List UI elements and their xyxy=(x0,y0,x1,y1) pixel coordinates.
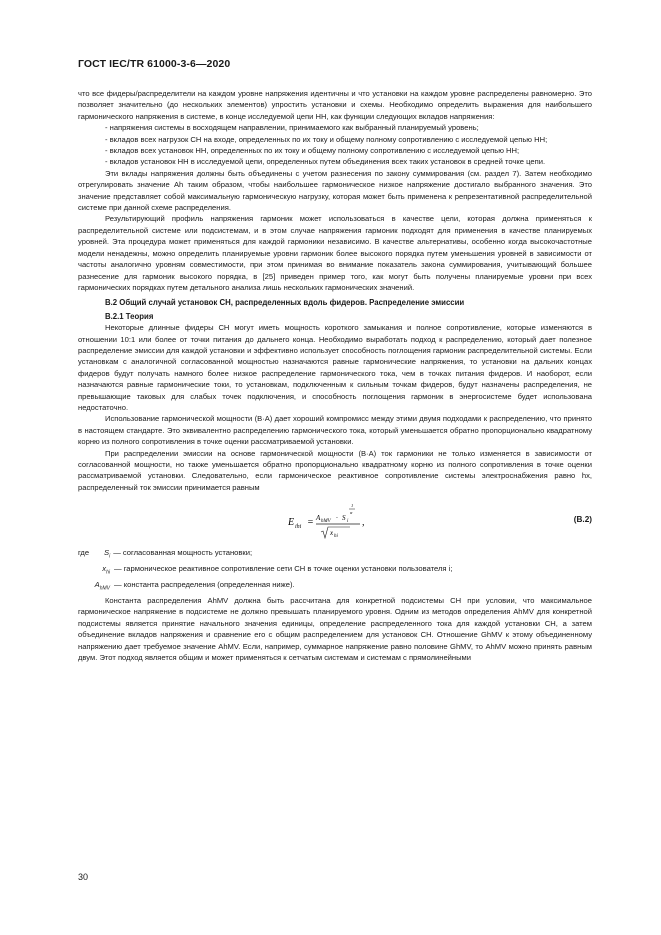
eq-exp-den: α xyxy=(350,510,353,516)
eq-lhs-sub: ihi xyxy=(295,524,302,531)
paragraph: Некоторые длинные фидеры СН могут иметь мощность короткого замыкания и полное сопротивление, которые изменяются в отношении 10:1 или более от точки питания до дальнего конца. Необходимо выработать подход к распределению, который дает полезное распределение эмиссии для каждой установки и эффективно использует способность поглощения гармоник распределительной системы. Если установкам с аналогичной согласованной мощностью назначаются равные гармонические напряжения, то установки на дальних концах фидеров будут получать намного более низкое распределение гармонического тока, чем в точках питания фидеров. И наоборот, если назначаются равные гармонические токи, то установкам, подключенным к сильным точкам фидеров, будут назначены распределения, не превышающие таковых для слабых точек подключения, и способность поглощения гармоник в энергосистеме будет использована недостаточно. xyxy=(78,323,592,412)
legend-row xyxy=(78,563,592,579)
eq-x-sub: hi xyxy=(334,534,338,540)
paragraph: Эти вклады напряжения должны быть объединены с учетом разнесения по закону суммирования (см. раздел 7). Затем необходимо отрегулировать значение Ah таким образом, чтобы наибольшее гармоническое низкое напряжение достигало выбранного значения. Это значение представляет собой максимальную гармоническую нагрузку, которая может быть применена к репрезентативной распределительной системе при данной схеме распределения. xyxy=(78,168,592,213)
eq-exp-num: 1 xyxy=(351,503,354,509)
paragraph: Результирующий профиль напряжения гармоник может использоваться в качестве цели, которая должна применяться к распределительной системе или подсистемам, и в этом случае напряжения гармоник подходят для применения в качестве планируемых уровней. Эта процедура может применяться для каждой гармоники независимо. В качестве альтернативы, особенно когда высокочастотные модели ненадежны, можно определить планируемые уровни гармоник более высокого порядка путем уменьшения уровней в зависимости от частоты аналогично уровням совместимости, при этом принимая во внимание показатель закона суммирования, учитывающий большее разнесение для гармоник высокого порядка, в [25] приведен пример того, как могут быть получены планируемые уровни при всех гармонических порядках путем детального анализа лишь нескольких гармонических значений. xyxy=(78,214,592,292)
paragraph: Использование гармонической мощности (В·А) дает хороший компромисс между этими двумя подходами к распределению, что принято в настоящем стандарте. Это эквивалентно распределению гармонического тока, который уменьшается обратно пропорционально квадратному корню из полного сопротивления в точке оценки рассматриваемой установки. xyxy=(78,414,592,447)
section-heading: В.2 Общий случай установок СН, распределенных вдоль фидеров. Распределение эмиссии xyxy=(105,298,465,308)
list-item: - вкладов всех установок НН, определенных по их току и общему полному сопротивлению с исследуемой цепью НН; xyxy=(105,146,520,156)
paragraph: что все фидеры/распределители на каждом уровне напряжения идентичны и что установки на каждом уровне распределены равномерно. Это позволяет значительно (до нескольких элементов) упростить установки и схемы. Необходимо определить выражения для наибольшего гармонического напряжения в системе, в конце исследуемой цепи НН, как функции следующих вкладов напряжения: xyxy=(78,89,592,121)
legend-text: — согласованная мощность установки; xyxy=(113,548,253,558)
paragraph: При распределении эмиссии на основе гармонической мощности (В·А) ток гармоники не только изменяется в зависимости от согласованной мощности, но также уменьшается обратно пропорционально квадратному корню из полного сопротивления в точке оценки рассматриваемой установки. Следовательно, если гармоническое реактивное сопротивление системы электроснабжения равно hx, распределенный ток эмиссии принимается равным xyxy=(78,448,592,492)
equation-formula xyxy=(288,499,428,545)
equation-number: (B.2) xyxy=(573,515,592,525)
legend-symbol: $A_{hMV}$ xyxy=(94,580,110,592)
eq-x: x xyxy=(330,529,334,538)
list-item: - вкладов всех нагрузок СН на входе, определенных по их току и общему полному сопротивлению с исследуемой цепью НН; xyxy=(105,134,548,144)
eq-lhs: E xyxy=(288,517,295,529)
subsection-heading: В.2.1 Теория xyxy=(105,311,154,321)
list-item: - вкладов установок НН в исследуемой цепи, определенных путем объединения всех таких установок в средней точке цепи. xyxy=(105,157,546,167)
document-header: ГОСТ IEC/TR 61000-3-6—2020 xyxy=(78,58,231,70)
legend-symbol: $x_{hi}$ xyxy=(102,564,110,576)
list-item: - напряжения системы в восходящем направлении, принимаемого как выбранный планируемый уровень; xyxy=(105,123,479,133)
eq-equals: = xyxy=(307,517,314,529)
legend-row xyxy=(78,579,592,595)
eq-comma: , xyxy=(362,517,365,529)
symbol-legend xyxy=(78,547,592,595)
eq-a: A xyxy=(316,514,321,523)
legend-text: — гармоническое реактивное сопротивление сети СН в точке оценки установки пользователя i; xyxy=(114,564,453,574)
eq-s-sub: i xyxy=(347,519,349,525)
page-number: 30 xyxy=(78,872,89,882)
eq-a-sub: hMV xyxy=(321,519,331,525)
legend-symbol: $S_i$ xyxy=(104,548,111,560)
document-page xyxy=(78,58,592,663)
legend-row xyxy=(78,547,592,563)
paragraph: Константа распределения AhMV должна быть рассчитана для конкретной подсистемы СН при условии, что максимальное гармоническое напряжение в подсистеме не должно превышать планируемого уровня. Одним из методов определения AhMV для конкретной подсистемы является принятие начального значения единицы, определение распределенного тока для каждой установки СН, а затем объединение вкладов напряжения и сравнение его с общим распределением для установок СН. Отношение GhMV к этому объединенному напряжению дает требуемое значение AhMV. Если, например, суммарное напряжение равно половине GhMV, то AhMV можно принять равным двум. Этот подход является общим и может применяться к сетчатым системам и системам с прямолинейными xyxy=(78,595,592,663)
legend-intro: где xyxy=(78,548,90,558)
equation-block xyxy=(78,497,592,545)
eq-dot: · xyxy=(336,514,338,523)
eq-s: S xyxy=(342,514,346,523)
legend-text: — константа распределения (определенная ниже). xyxy=(114,580,295,590)
